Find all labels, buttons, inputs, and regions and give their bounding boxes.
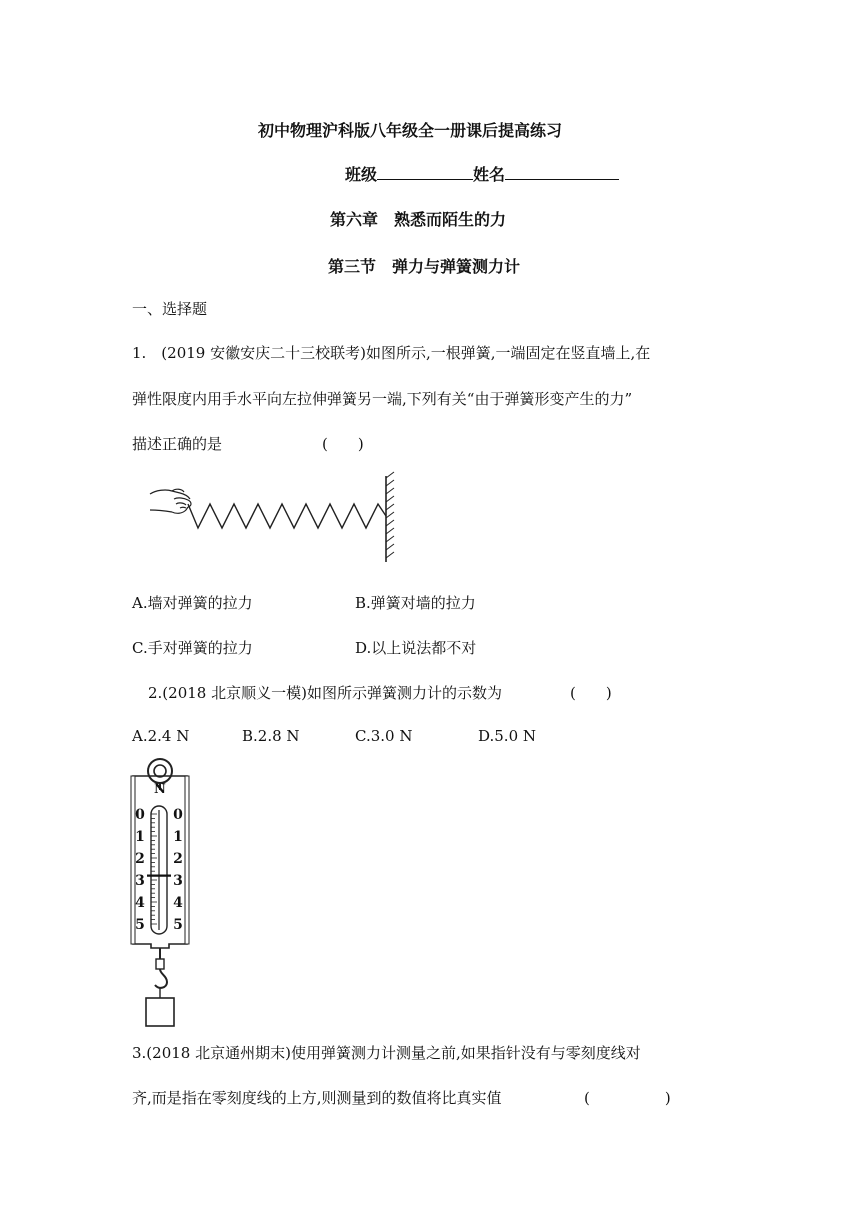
section-heading: 一、选择题 [132, 300, 208, 318]
q1-line-2: 弹性限度内用手水平向左拉伸弹簧另一端,下列有关“由于弹簧形变产生的力” [132, 390, 633, 408]
q1-option-c[interactable]: C.手对弹簧的拉力 [132, 639, 253, 657]
q2-option-a[interactable]: A.2.4 N [132, 727, 190, 745]
q2-option-d[interactable]: D.5.0 N [478, 727, 537, 745]
scale-label: 5 [173, 917, 183, 933]
class-blank[interactable] [377, 163, 473, 180]
scale-label: 0 [135, 807, 145, 823]
hand-icon [150, 489, 191, 513]
scale-ticks [151, 814, 157, 924]
q2-option-b[interactable]: B.2.8 N [242, 727, 300, 745]
q3-line-2: 齐,而是指在零刻度线的上方,则测量到的数值将比真实值 [132, 1089, 502, 1107]
class-name-line [345, 162, 619, 185]
spring-wall-figure [148, 474, 408, 566]
scale-label: 2 [135, 851, 145, 867]
scale-label: 0 [173, 807, 183, 823]
wall-hatch [386, 472, 394, 558]
scale-labels-right [173, 807, 183, 933]
q1-option-b[interactable]: B.弹簧对墙的拉力 [355, 594, 476, 612]
top-ring [148, 759, 172, 783]
scale-label: 2 [173, 851, 183, 867]
q1-option-d[interactable]: D.以上说法都不对 [355, 639, 477, 657]
q2-line-1: 2.(2018 北京顺义一模)如图所示弹簧测力计的示数为 [148, 684, 502, 702]
q1-answer-paren[interactable]: ( ) [322, 435, 364, 453]
q3-line-1: 3.(2018 北京通州期末)使用弹簧测力计测量之前,如果指针没有与零刻度线对 [132, 1044, 641, 1062]
q1-option-a[interactable]: A.墙对弹簧的拉力 [132, 594, 253, 612]
scale-label: 5 [135, 917, 145, 933]
scale-label: 4 [173, 895, 183, 911]
name-blank[interactable] [505, 163, 619, 180]
q1-line-3: 描述正确的是 [132, 435, 223, 453]
section-title: 第三节 弹力与弹簧测力计 [328, 257, 521, 276]
scale-labels-left [135, 807, 145, 933]
scale-label: 3 [135, 873, 145, 889]
name-label: 姓名 [473, 165, 506, 184]
spring [188, 504, 386, 528]
chapter-title: 第六章 熟悉而陌生的力 [330, 210, 507, 229]
page-title: 初中物理沪科版八年级全一册课后提高练习 [258, 121, 563, 140]
unit-label: N [154, 782, 166, 797]
hook [155, 969, 167, 988]
q2-answer-paren[interactable]: ( ) [570, 684, 612, 702]
q1-line-1: 1. (2019 安徽安庆二十三校联考)如图所示,一根弹簧,一端固定在竖直墙上,在 [132, 344, 651, 362]
class-label: 班级 [345, 165, 378, 184]
weight-block [146, 998, 174, 1026]
q2-option-c[interactable]: C.3.0 N [355, 727, 413, 745]
scale-label: 1 [135, 829, 145, 845]
scale-label: 3 [173, 873, 183, 889]
scale-label: 4 [135, 895, 145, 911]
q3-answer-paren[interactable]: ( ) [584, 1089, 671, 1107]
scale-label: 1 [173, 829, 183, 845]
spring-scale-figure [125, 756, 205, 1034]
